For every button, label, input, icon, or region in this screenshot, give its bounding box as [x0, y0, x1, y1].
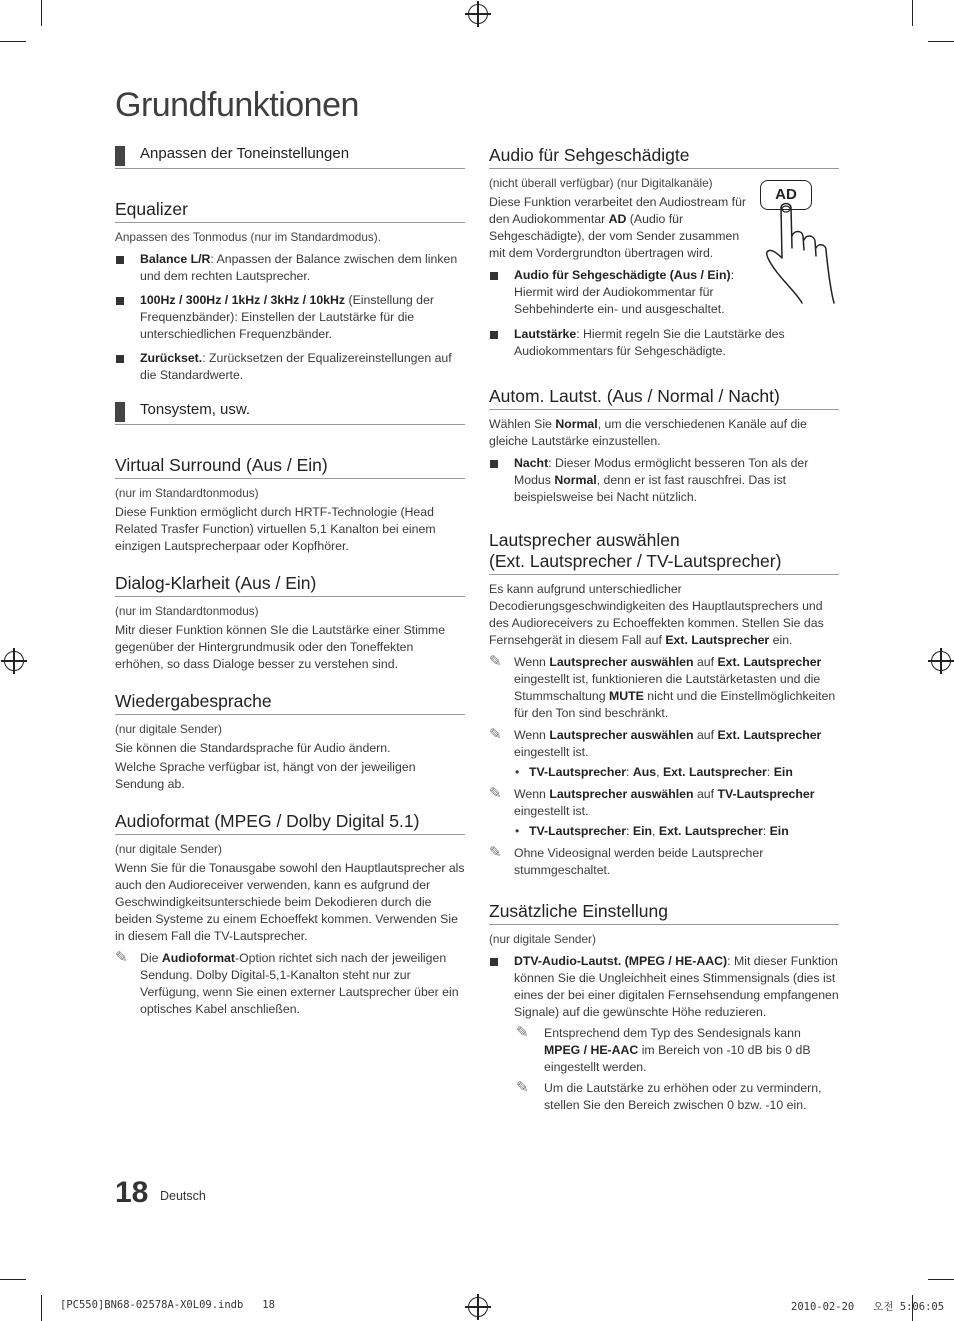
- list-item: Zurückset.: Zurücksetzen der Equalizereinstellungen auf die Standardwerte.: [115, 350, 465, 384]
- pencil-note-icon: ✎: [489, 653, 502, 670]
- heading-equalizer: Equalizer: [115, 199, 465, 223]
- pencil-note-icon: ✎: [115, 949, 128, 966]
- note-item: ✎ Entsprechend dem Typ des Sendesignals kann MPEG / HE-AAC im Bereich von -10 dB bis 0 dB eingestellt werden.: [516, 1024, 811, 1074]
- list-item: • TV-Lautsprecher: Aus, Ext. Lautsprecher: Ein: [489, 764, 839, 781]
- section-bar-tonsystem: Tonsystem, usw.: [115, 398, 465, 425]
- hand-pressing-icon: [754, 178, 844, 313]
- paragraph: Diese Funktion ermöglicht durch HRTF-Technologie (Head Related Trasfer Function) virtuellen 5,1 Kanalton bei einem einzigen Lautsprecherpaar oder Kopfhörer.: [115, 505, 436, 553]
- pencil-note-icon: ✎: [516, 1079, 529, 1096]
- section-note: (nur im Standardtonmodus): [115, 604, 259, 618]
- paragraph: Welche Sprache verfügbar ist, hängt von der jeweiligen Sendung ab.: [115, 760, 416, 791]
- page-number: 18: [115, 1176, 149, 1209]
- note-item: ✎ Wenn Lautsprecher auswählen auf Ext. Lautsprecher eingestellt ist.: [489, 726, 822, 759]
- print-timestamp: 2010-02-20 오전 5:06:05: [791, 1301, 945, 1313]
- section-note: (nur digitale Sender): [115, 722, 222, 736]
- section-bar-toneinstellungen: Anpassen der Toneinstellungen: [115, 142, 465, 169]
- list-item: Nacht: Dieser Modus ermöglicht besseren Ton als der Modus Normal, denn er ist fast rauschfrei. Das ist beispielsweise bei Nacht nützlich.: [489, 455, 839, 506]
- registration-mark-icon: [931, 651, 951, 671]
- heading-wiedergabesprache: Wiedergabesprache: [115, 691, 465, 715]
- heading-audio-sehgeschaedigte: Audio für Sehgeschädigte: [489, 145, 839, 169]
- section-note: (nur digitale Sender): [115, 842, 222, 856]
- list-item: DTV-Audio-Lautst. (MPEG / HE-AAC): Mit dieser Funktion können Sie die Ungleichheit eines Stimmensignals (dies ist eines der bei einer digitalen Fernsehsendung empfangenen Signale) auf die gewünschte Höhe reduzieren.: [489, 953, 839, 1021]
- heading-dialog-klarheit: Dialog-Klarheit (Aus / Ein): [115, 573, 465, 597]
- list-item: 100Hz / 300Hz / 1kHz / 3kHz / 10kHz (Einstellung der Frequenzbänder): Einstellen der Lautstärke für die unterschiedlichen Frequenzbänder.: [115, 292, 465, 343]
- note-item: ✎ Wenn Lautsprecher auswählen auf TV-Lautsprecher eingestellt ist.: [489, 785, 815, 818]
- ad-button: AD: [760, 180, 812, 210]
- remote-ad-illustration: [754, 178, 844, 313]
- pencil-note-icon: ✎: [516, 1024, 529, 1041]
- registration-mark-icon: [468, 4, 488, 24]
- paragraph: Sie können die Standardsprache für Audio ändern.: [115, 741, 391, 755]
- list-item: • TV-Lautsprecher: Ein, Ext. Lautsprecher: Ein: [489, 823, 839, 840]
- section-note: (nur im Standardtonmodus): [115, 486, 259, 500]
- paragraph: Mitr dieser Funktion können SIe die Lautstärke einer Stimme gegenüber der Hintergrundmusik oder den Toneffekten erhöhen, so dass Dialoge besser zu verstehen sind.: [115, 623, 446, 671]
- registration-mark-icon: [468, 1297, 488, 1317]
- paragraph: Es kann aufgrund unterschiedlicher Decodierungsgeschwindigkeiten des Hauptlautsprechers und des Audioreceivers zu Echoeffekten kommen. Stellen Sie das Fernsehgerät in diesem Fall auf Ext. Lautsprecher ein.: [489, 582, 824, 647]
- list-item: Audio für Sehgeschädigte (Aus / Ein): Hiermit wird der Audiokommentar für Sehbehinderte ein- und ausgeschaltet.: [489, 267, 754, 318]
- print-file-info: [PC550]BN68-02578A-X0L09.indb 18: [60, 1299, 275, 1311]
- note-item: ✎ Um die Lautstärke zu erhöhen oder zu vermindern, stellen Sie den Bereich zwischen 0 bzw. -10 ein.: [516, 1079, 822, 1112]
- paragraph: Diese Funktion verarbeitet den Audiostream für den Audiokommentar AD (Audio für Sehgeschädigte), der vom Sender zusammen mit dem Vordergrundton übertragen wird.: [489, 195, 747, 260]
- note-item: ✎ Die Audioformat-Option richtet sich nach der jeweiligen Sendung. Dolby Digital-5,1-Kanalton steht nur zur Verfügung, wenn Sie einen externer Lautsprecher über ein optisches Kabel anschließen.: [115, 949, 459, 1016]
- heading-zusaetzliche-einstellung: Zusätzliche Einstellung: [489, 901, 839, 925]
- registration-mark-icon: [4, 651, 24, 671]
- section-note: (nicht überall verfügbar) (nur Digitalkanäle): [489, 176, 713, 190]
- heading-lautsprecher: Lautsprecher auswählen (Ext. Lautsprecher / TV-Lautsprecher): [489, 530, 839, 575]
- heading-audioformat: Audioformat (MPEG / Dolby Digital 5.1): [115, 811, 465, 835]
- heading-autom-lautst: Autom. Lautst. (Aus / Normal / Nacht): [489, 386, 839, 410]
- pencil-note-icon: ✎: [489, 844, 502, 861]
- list-item: Balance L/R: Anpassen der Balance zwischen dem linken und dem rechten Lautsprecher.: [115, 251, 465, 285]
- footer-language: Deutsch: [160, 1189, 206, 1203]
- heading-virtual-surround: Virtual Surround (Aus / Ein): [115, 455, 465, 479]
- section-note: (nur digitale Sender): [489, 932, 596, 946]
- note-item: ✎ Wenn Lautsprecher auswählen auf Ext. Lautsprecher eingestellt ist, funktionieren die Lautstärketasten und die Stummschaltung MUTE nicht und die Einstellmöglichkeiten für den Ton sind beschränkt.: [489, 653, 836, 720]
- note-item: ✎ Ohne Videosignal werden beide Lautsprecher stummgeschaltet.: [489, 844, 764, 877]
- list-item: Lautstärke: Hiermit regeln Sie die Lautstärke des Audiokommentars für Sehgeschädigte.: [489, 326, 839, 360]
- page-title: Grundfunktionen: [115, 86, 359, 124]
- paragraph: Wählen Sie Normal, um die verschiedenen Kanäle auf die gleiche Lautstärke einzustellen.: [489, 417, 807, 448]
- pencil-note-icon: ✎: [489, 785, 502, 802]
- paragraph: Wenn Sie für die Tonausgabe sowohl den Hauptlautsprecher als auch den Audioreceiver verwenden, kann es aufgrund der Geschwindigkeitsunterschiede beim Dekodieren durch die beiden Systeme zu einem Echoeffekt kommen. Verwenden Sie in diesem Fall die TV-Lautsprecher.: [115, 861, 465, 943]
- equalizer-intro: Anpassen des Tonmodus (nur im Standardmodus).: [115, 230, 382, 244]
- pencil-note-icon: ✎: [489, 726, 502, 743]
- left-column: [115, 142, 465, 1018]
